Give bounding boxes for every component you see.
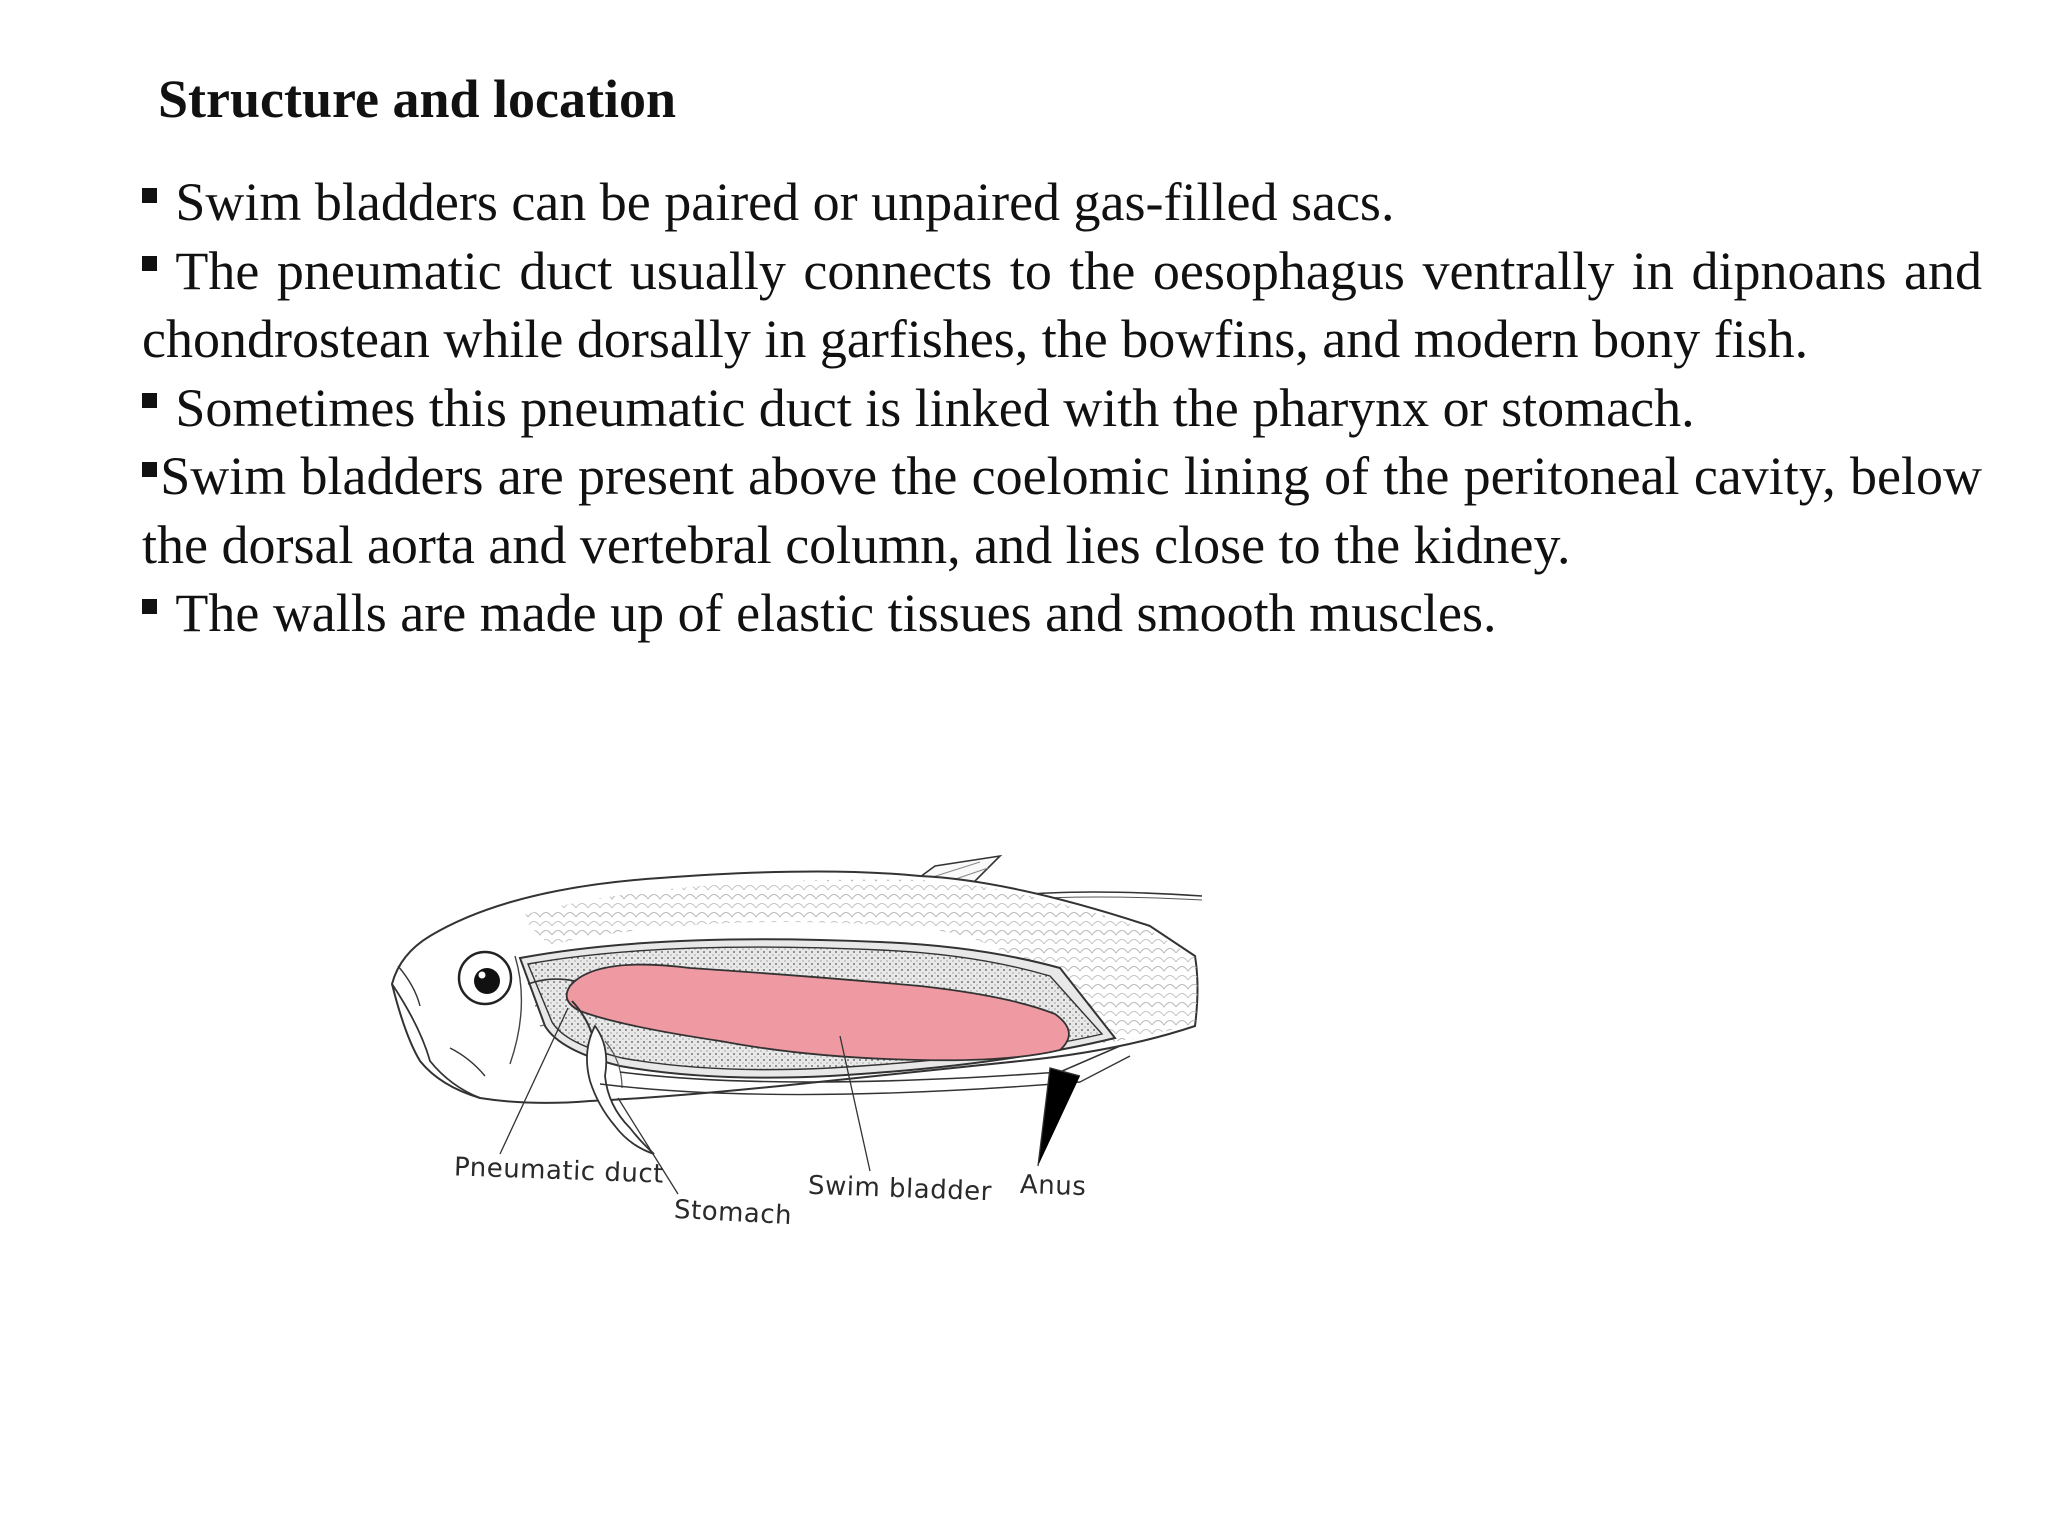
fish-anatomy-figure bbox=[360, 836, 1260, 1256]
swim-bladder-label: Swim bladder bbox=[807, 1170, 993, 1208]
bullet-item bbox=[142, 579, 1982, 648]
bullet-item bbox=[142, 168, 1982, 237]
square-bullet-icon bbox=[142, 393, 157, 408]
bullet-text: Swim bladders are present above the coelomic lining of the peritoneal cavity, below the dorsal aorta and vertebral column, and lies close to the kidney. bbox=[142, 446, 1982, 575]
square-bullet-icon bbox=[142, 599, 157, 614]
slide-title: Structure and location bbox=[158, 69, 677, 129]
bullet-text: Swim bladders can be paired or unpaired gas-filled sacs. bbox=[175, 172, 1395, 232]
anus-leader bbox=[1038, 1068, 1080, 1166]
square-bullet-icon bbox=[142, 188, 157, 203]
bullet-list bbox=[142, 168, 1982, 648]
anus-label: Anus bbox=[1019, 1169, 1087, 1203]
stomach-label: Stomach bbox=[673, 1194, 793, 1232]
bullet-text: The walls are made up of elastic tissues and smooth muscles. bbox=[175, 583, 1497, 643]
pneumatic-duct-label: Pneumatic duct bbox=[453, 1152, 665, 1190]
bullet-text: The pneumatic duct usually connects to the oesophagus ventrally in dipnoans and chondrostean while dorsally in garfishes, the bowfins, and modern bony fish. bbox=[142, 240, 1982, 369]
square-bullet-icon bbox=[142, 462, 157, 477]
bullet-item bbox=[142, 237, 1982, 374]
square-bullet-icon bbox=[142, 256, 157, 271]
bullet-item bbox=[142, 442, 1982, 579]
bullet-item bbox=[142, 374, 1982, 443]
bullet-text: Sometimes this pneumatic duct is linked with the pharynx or stomach. bbox=[175, 377, 1695, 438]
